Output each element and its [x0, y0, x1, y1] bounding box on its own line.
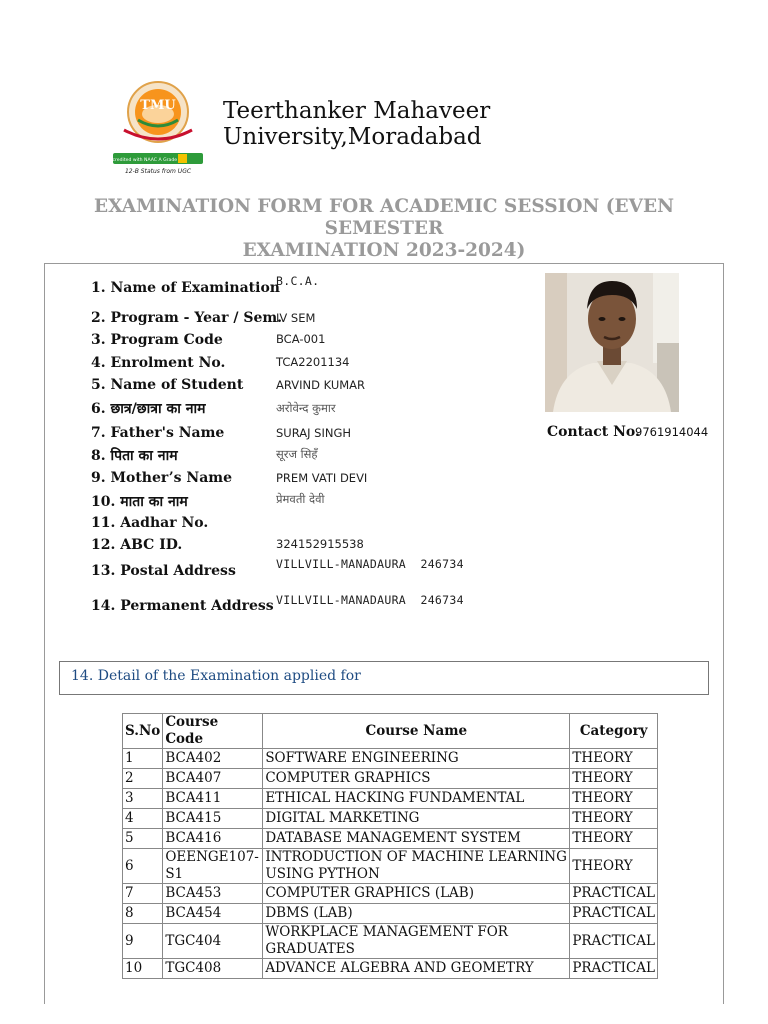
- university-logo: [112, 80, 204, 176]
- contact-value: 9761914044: [635, 425, 709, 439]
- field-label-father-name: 7. Father's Name: [91, 425, 225, 441]
- table-row: [123, 769, 658, 789]
- form-title: [40, 196, 728, 262]
- cell-sno: 1: [123, 749, 163, 769]
- table-row: [123, 849, 658, 884]
- field-label-permanent-address: 14. Permanent Address: [91, 598, 274, 614]
- col-header-course-name: Course Name: [263, 714, 570, 749]
- col-header-sno: S.No: [123, 714, 163, 749]
- table-row: [123, 809, 658, 829]
- logo-text: TMU: [140, 98, 176, 113]
- col-header-category: Category: [570, 714, 658, 749]
- table-row: [123, 904, 658, 924]
- cell-course-code: TGC408: [163, 959, 263, 979]
- form-title-line2: EXAMINATION 2023-2024): [242, 240, 526, 261]
- cell-course-name: ETHICAL HACKING FUNDAMENTAL: [263, 789, 570, 809]
- cell-course-code: OEENGE107-S1: [163, 849, 263, 884]
- cell-category: PRACTICAL: [570, 884, 658, 904]
- cell-course-name: WORKPLACE MANAGEMENT FOR GRADUATES: [263, 924, 570, 959]
- student-photo: [545, 273, 679, 412]
- field-value-student-name-hindi: अरोवेन्द कुमार: [276, 401, 336, 415]
- table-row: [123, 749, 658, 769]
- table-row: [123, 829, 658, 849]
- cell-course-code: BCA454: [163, 904, 263, 924]
- cell-sno: 8: [123, 904, 163, 924]
- cell-category: THEORY: [570, 789, 658, 809]
- contact-label: Contact No.: [547, 424, 640, 440]
- table-row: [123, 789, 658, 809]
- field-value-abc-id: 324152915538: [276, 537, 364, 551]
- field-label-enrolment: 4. Enrolment No.: [91, 355, 226, 371]
- field-value-student-name: ARVIND KUMAR: [276, 378, 366, 392]
- cell-category: THEORY: [570, 809, 658, 829]
- logo-accreditation: Accredited with NAAC A Grade: [112, 158, 178, 163]
- cell-course-name: DBMS (LAB): [263, 904, 570, 924]
- cell-course-name: DIGITAL MARKETING: [263, 809, 570, 829]
- field-value-program-sem: IV SEM: [276, 311, 316, 325]
- page-header: [0, 0, 768, 190]
- cell-sno: 4: [123, 809, 163, 829]
- cell-course-name: SOFTWARE ENGINEERING: [263, 749, 570, 769]
- cell-category: PRACTICAL: [570, 959, 658, 979]
- field-value-enrolment: TCA2201134: [276, 355, 350, 369]
- field-label-aadhar: 11. Aadhar No.: [91, 515, 209, 531]
- table-row: [123, 924, 658, 959]
- col-header-course-code: Course Code: [163, 714, 263, 749]
- cell-category: THEORY: [570, 849, 658, 884]
- cell-sno: 7: [123, 884, 163, 904]
- table-header-row: [123, 714, 658, 749]
- cell-sno: 6: [123, 849, 163, 884]
- cell-course-name: DATABASE MANAGEMENT SYSTEM: [263, 829, 570, 849]
- form-title-line1: EXAMINATION FORM FOR ACADEMIC SESSION (EVEN SEMESTER: [93, 196, 674, 239]
- field-value-permanent-address: VILLVILL-MANADAURA 246734: [276, 593, 464, 607]
- field-label-exam-name: 1. Name of Examination: [91, 280, 280, 296]
- cell-course-name: COMPUTER GRAPHICS: [263, 769, 570, 789]
- cell-sno: 2: [123, 769, 163, 789]
- cell-sno: 10: [123, 959, 163, 979]
- field-value-program-code: BCA-001: [276, 332, 326, 346]
- cell-course-code: TGC404: [163, 924, 263, 959]
- cell-category: THEORY: [570, 829, 658, 849]
- cell-category: PRACTICAL: [570, 924, 658, 959]
- field-value-postal-address: VILLVILL-MANADAURA 246734: [276, 557, 464, 571]
- cell-course-name: INTRODUCTION OF MACHINE LEARNING USING PYTHON: [263, 849, 570, 884]
- field-label-mother-name-hindi: 10. माता का नाम: [91, 494, 188, 510]
- field-label-student-name-hindi: 6. छात्र/छात्रा का नाम: [91, 401, 206, 417]
- cell-sno: 9: [123, 924, 163, 959]
- field-label-abc-id: 12. ABC ID.: [91, 537, 183, 553]
- cell-course-code: BCA415: [163, 809, 263, 829]
- field-value-exam-name: B.C.A.: [276, 274, 320, 288]
- cell-course-code: BCA416: [163, 829, 263, 849]
- cell-course-name: ADVANCE ALGEBRA AND GEOMETRY: [263, 959, 570, 979]
- section-title: 14. Detail of the Examination applied for: [71, 668, 361, 684]
- field-label-father-name-hindi: 8. पिता का नाम: [91, 448, 178, 464]
- field-label-program-sem: 2. Program - Year / Sem.: [91, 310, 283, 326]
- field-label-student-name: 5. Name of Student: [91, 377, 244, 393]
- cell-course-code: BCA453: [163, 884, 263, 904]
- field-value-father-name-hindi: सूरज सिहँ: [276, 447, 318, 461]
- field-value-mother-name: PREM VATI DEVI: [276, 471, 368, 485]
- courses-table: [122, 713, 658, 979]
- exam-detail-section: [59, 661, 709, 695]
- table-row: [123, 959, 658, 979]
- table-row: [123, 884, 658, 904]
- cell-sno: 3: [123, 789, 163, 809]
- field-label-mother-name: 9. Mother’s Name: [91, 470, 232, 486]
- cell-course-code: BCA402: [163, 749, 263, 769]
- cell-course-code: BCA407: [163, 769, 263, 789]
- cell-category: PRACTICAL: [570, 904, 658, 924]
- field-label-postal-address: 13. Postal Address: [91, 563, 236, 579]
- university-name: [223, 98, 490, 150]
- field-label-program-code: 3. Program Code: [91, 332, 223, 348]
- field-value-mother-name-hindi: प्रेमवती देवी: [276, 492, 325, 506]
- cell-course-name: COMPUTER GRAPHICS (LAB): [263, 884, 570, 904]
- cell-sno: 5: [123, 829, 163, 849]
- field-value-father-name: SURAJ SINGH: [276, 426, 352, 440]
- university-name-line1: Teerthanker Mahaveer: [223, 98, 491, 124]
- cell-category: THEORY: [570, 769, 658, 789]
- logo-status: 12-B Status from UGC: [124, 168, 192, 175]
- cell-course-code: BCA411: [163, 789, 263, 809]
- university-name-line2: University,Moradabad: [223, 124, 482, 150]
- cell-category: THEORY: [570, 749, 658, 769]
